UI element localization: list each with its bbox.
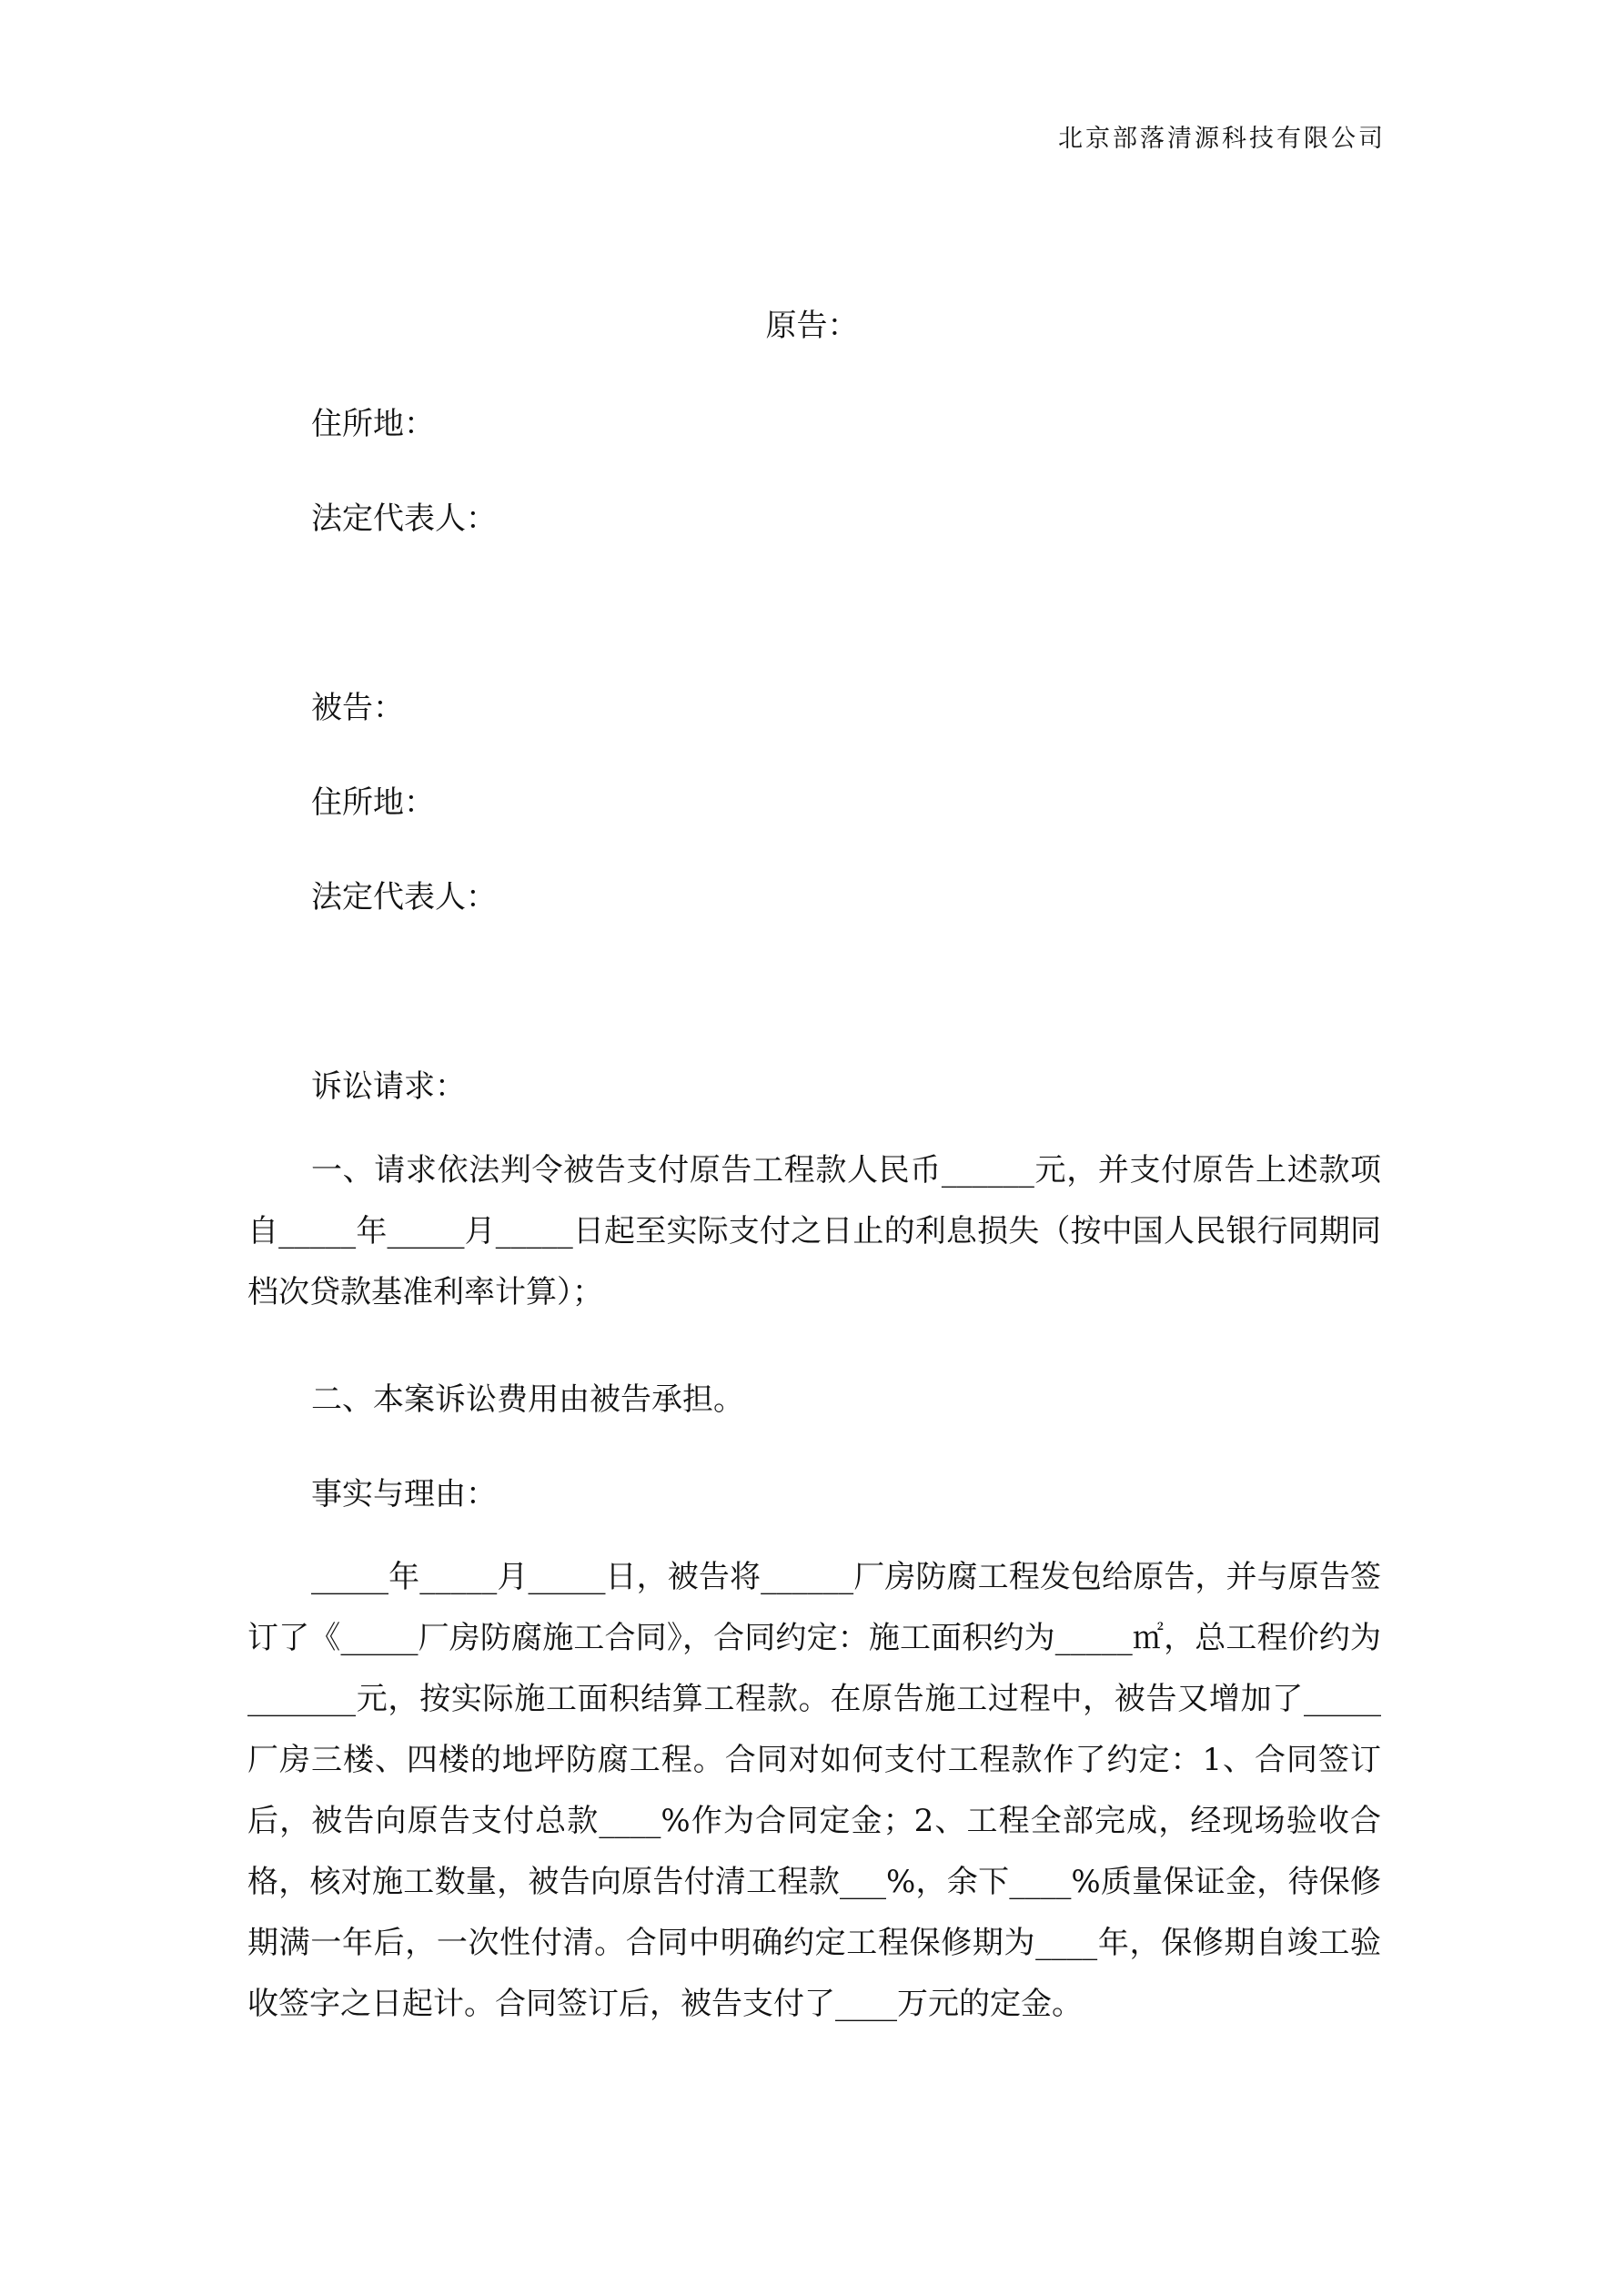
defendant-address-label: 住所地： <box>311 784 435 821</box>
facts-paragraph: _____年_____月_____日，被告将______厂房防腐工程发包给原告，并与原告签订了《_____厂房防腐施工合同》，合同约定：施工面积约为_____㎡，总工程价约为_______元，按实际施工面积结算工程款。在原告施工过程中，被告又增加了_____厂房三楼、四楼的地坪防腐工程。合同对如何支付工程款作了约定：1、合同签订后，被告向原告支付总款____%作为合同定金；2、工程全部完成，经现场验收合格，核对施工数量，被告向原告付清工程款___%，余下____%质量保证金，待保修期满一年后，一次性付清。合同中明确约定工程保修期为____年，保修期自竣工验收签字之日起计。合同签订后，被告支付了____万元的定金。 <box>247 1559 1381 2022</box>
plaintiff-representative-label: 法定代表人： <box>311 501 497 537</box>
claim-paragraph-2: 二、本案诉讼费用由被告承担。 <box>311 1381 744 1418</box>
claim-paragraph-1: 一、请求依法判令被告支付原告工程款人民币______元，并支付原告上述款项自_____年_____月_____日起至实际支付之日止的利息损失（按中国人民银行同期同档次贷款基准利率计算）； <box>247 1152 1381 1310</box>
defendant-label: 被告： <box>311 690 404 726</box>
plaintiff-title: 原告： <box>765 308 859 344</box>
claims-heading: 诉讼请求： <box>311 1068 466 1105</box>
company-header: 北京部落清源科技有限公司 <box>1058 125 1386 153</box>
defendant-representative-label: 法定代表人： <box>311 879 497 915</box>
plaintiff-address-label: 住所地： <box>311 406 435 442</box>
facts-heading: 事实与理由： <box>311 1476 497 1512</box>
